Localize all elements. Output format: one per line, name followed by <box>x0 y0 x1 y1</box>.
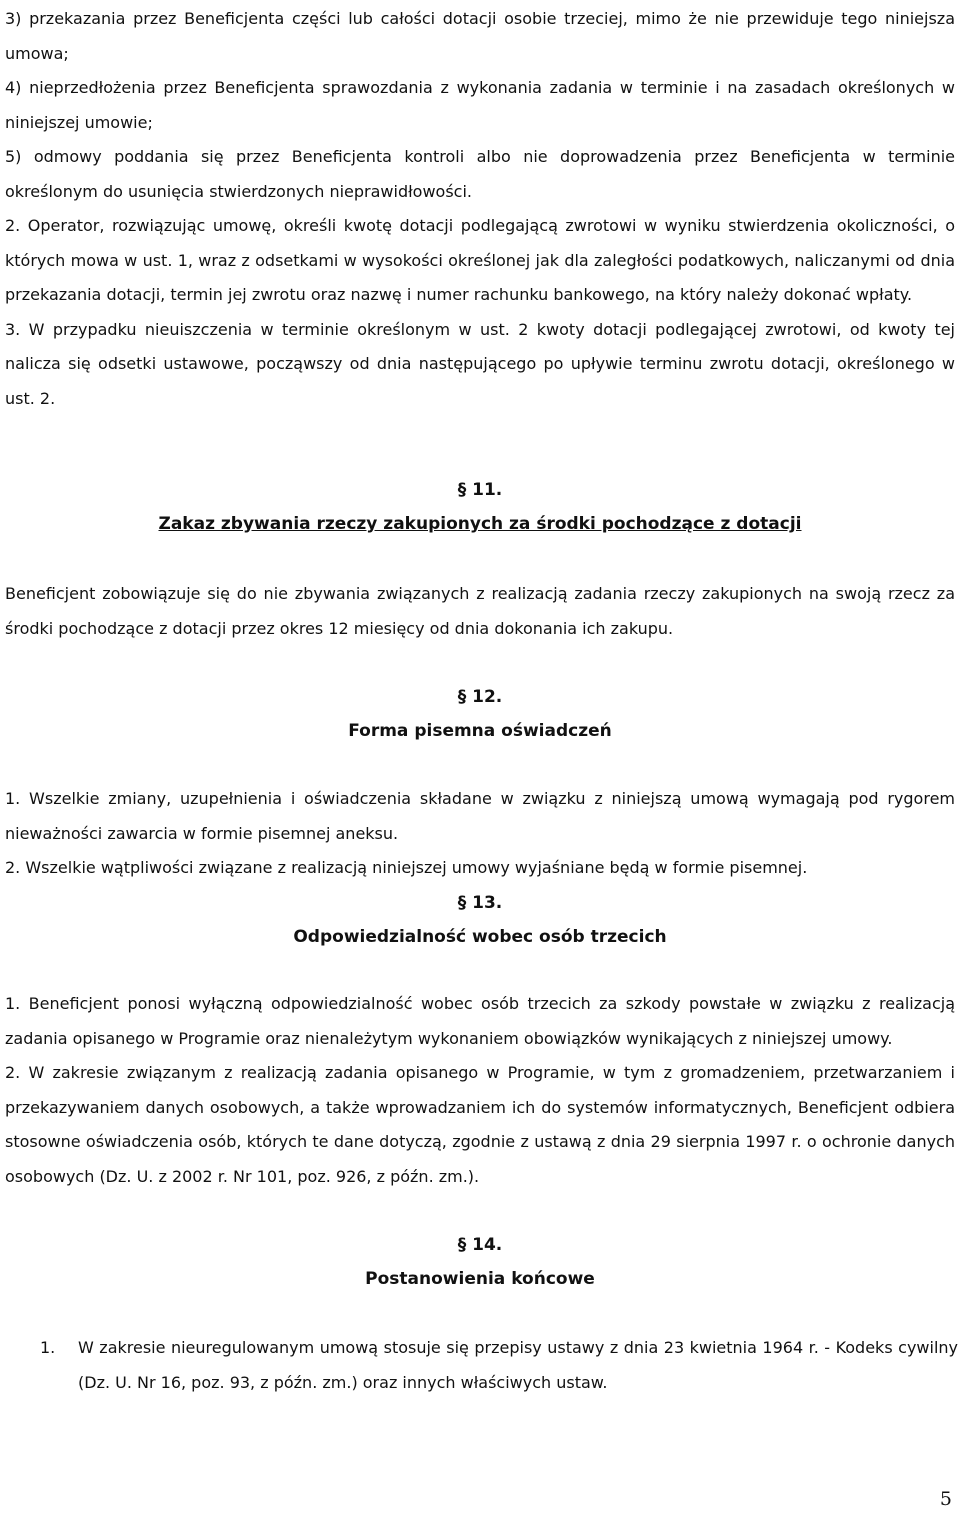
section-14-heading <box>0 1228 960 1296</box>
section-13-paragraph-1: 1. Beneficjent ponosi wyłączną odpowiedzialność wobec osób trzecich za szkody powstałe w związku z realizacją zadania opisanego w Programie oraz nienależytym wykonaniem obowiązków wynikających z niniejszej umowy. <box>5 994 955 1048</box>
section-13-heading <box>0 886 960 954</box>
page-number: 5 <box>939 1488 952 1510</box>
section-12-paragraph-2: 2. Wszelkie wątpliwości związane z realizacją niniejszej umowy wyjaśniane będą w formie pisemnej. <box>5 858 808 877</box>
section-11-title: Zakaz zbywania rzeczy zakupionych za środki pochodzące z dotacji <box>158 514 802 534</box>
list-item <box>40 1330 958 1400</box>
section-11-paragraph: Beneficjent zobowiązuje się do nie zbywania związanych z realizacją zadania rzeczy zakupionych na swoją rzecz za środki pochodzące z dotacji przez okres 12 miesięcy od dnia dokonania ich zakupu. <box>5 584 955 638</box>
list-item-text: W zakresie nieuregulowanym umową stosuje się przepisy ustawy z dnia 23 kwietnia 1964 r. - Kodeks cywilny (Dz. U. Nr 16, poz. 93, z późn. zm.) oraz innych właściwych ustaw. <box>78 1338 958 1392</box>
section-14-number: § 14. <box>457 1235 503 1255</box>
section-11-number: § 11. <box>457 480 503 500</box>
section-12-title: Forma pisemna oświadczeń <box>348 721 612 741</box>
paragraph-item-5: 5) odmowy poddania się przez Beneficjenta kontroli albo nie doprowadzenia przez Beneficjenta w terminie określonym do usunięcia stwierdzonych nieprawidłowości. <box>5 147 955 201</box>
list-item-number: 1. <box>40 1338 56 1357</box>
section-14-list <box>40 1330 958 1400</box>
top-paragraphs <box>5 2 955 416</box>
paragraph-point-3: 3. W przypadku nieuiszczenia w terminie określonym w ust. 2 kwoty dotacji podlegającej zwrotowi, od kwoty tej nalicza się odsetki ustawowe, począwszy od dnia następującego po upływie terminu zwrotu dotacji, określonego w ust. 2. <box>5 319 955 408</box>
section-12-body <box>5 782 955 886</box>
section-12-number: § 12. <box>457 687 503 707</box>
section-12-paragraph-1: 1. Wszelkie zmiany, uzupełnienia i oświadczenia składane w związku z niniejszą umową wymagają pod rygorem nieważności zawarcia w formie pisemnej aneksu. <box>5 789 955 843</box>
paragraph-item-3: 3) przekazania przez Beneficjenta części lub całości dotacji osobie trzeciej, mimo że nie przewiduje tego niniejsza umowa; <box>5 9 955 63</box>
section-13-title: Odpowiedzialność wobec osób trzecich <box>293 927 667 947</box>
section-13-body <box>5 987 955 1194</box>
section-13-paragraph-2: 2. W zakresie związanym z realizacją zadania opisanego w Programie, w tym z gromadzeniem, przetwarzaniem i przekazywaniem danych osobowych, a także wprowadzaniem ich do systemów informatycznych, Beneficjent odbiera stosowne oświadczenia osób, których te dane dotyczą, zgodnie z ustawą z dnia 29 sierpnia 1997 r. o ochronie danych osobowych (Dz. U. z 2002 r. Nr 101, poz. 926, z późn. zm.). <box>5 1063 955 1186</box>
paragraph-point-2: 2. Operator, rozwiązując umowę, określi kwotę dotacji podlegającą zwrotowi w wyniku stwierdzenia okoliczności, o których mowa w ust. 1, wraz z odsetkami w wysokości określonej jak dla zaległości podatkowych, naliczanymi od dnia przekazania dotacji, termin jej zwrotu oraz nazwę i numer rachunku bankowego, na który należy dokonać wpłaty. <box>5 216 955 304</box>
paragraph-item-4: 4) nieprzedłożenia przez Beneficjenta sprawozdania z wykonania zadania w terminie i na zasadach określonych w niniejszej umowie; <box>5 78 955 132</box>
section-11-heading <box>0 473 960 541</box>
section-11-body <box>5 576 955 646</box>
section-12-heading <box>0 680 960 748</box>
section-13-number: § 13. <box>457 893 503 913</box>
section-14-title: Postanowienia końcowe <box>365 1269 595 1289</box>
